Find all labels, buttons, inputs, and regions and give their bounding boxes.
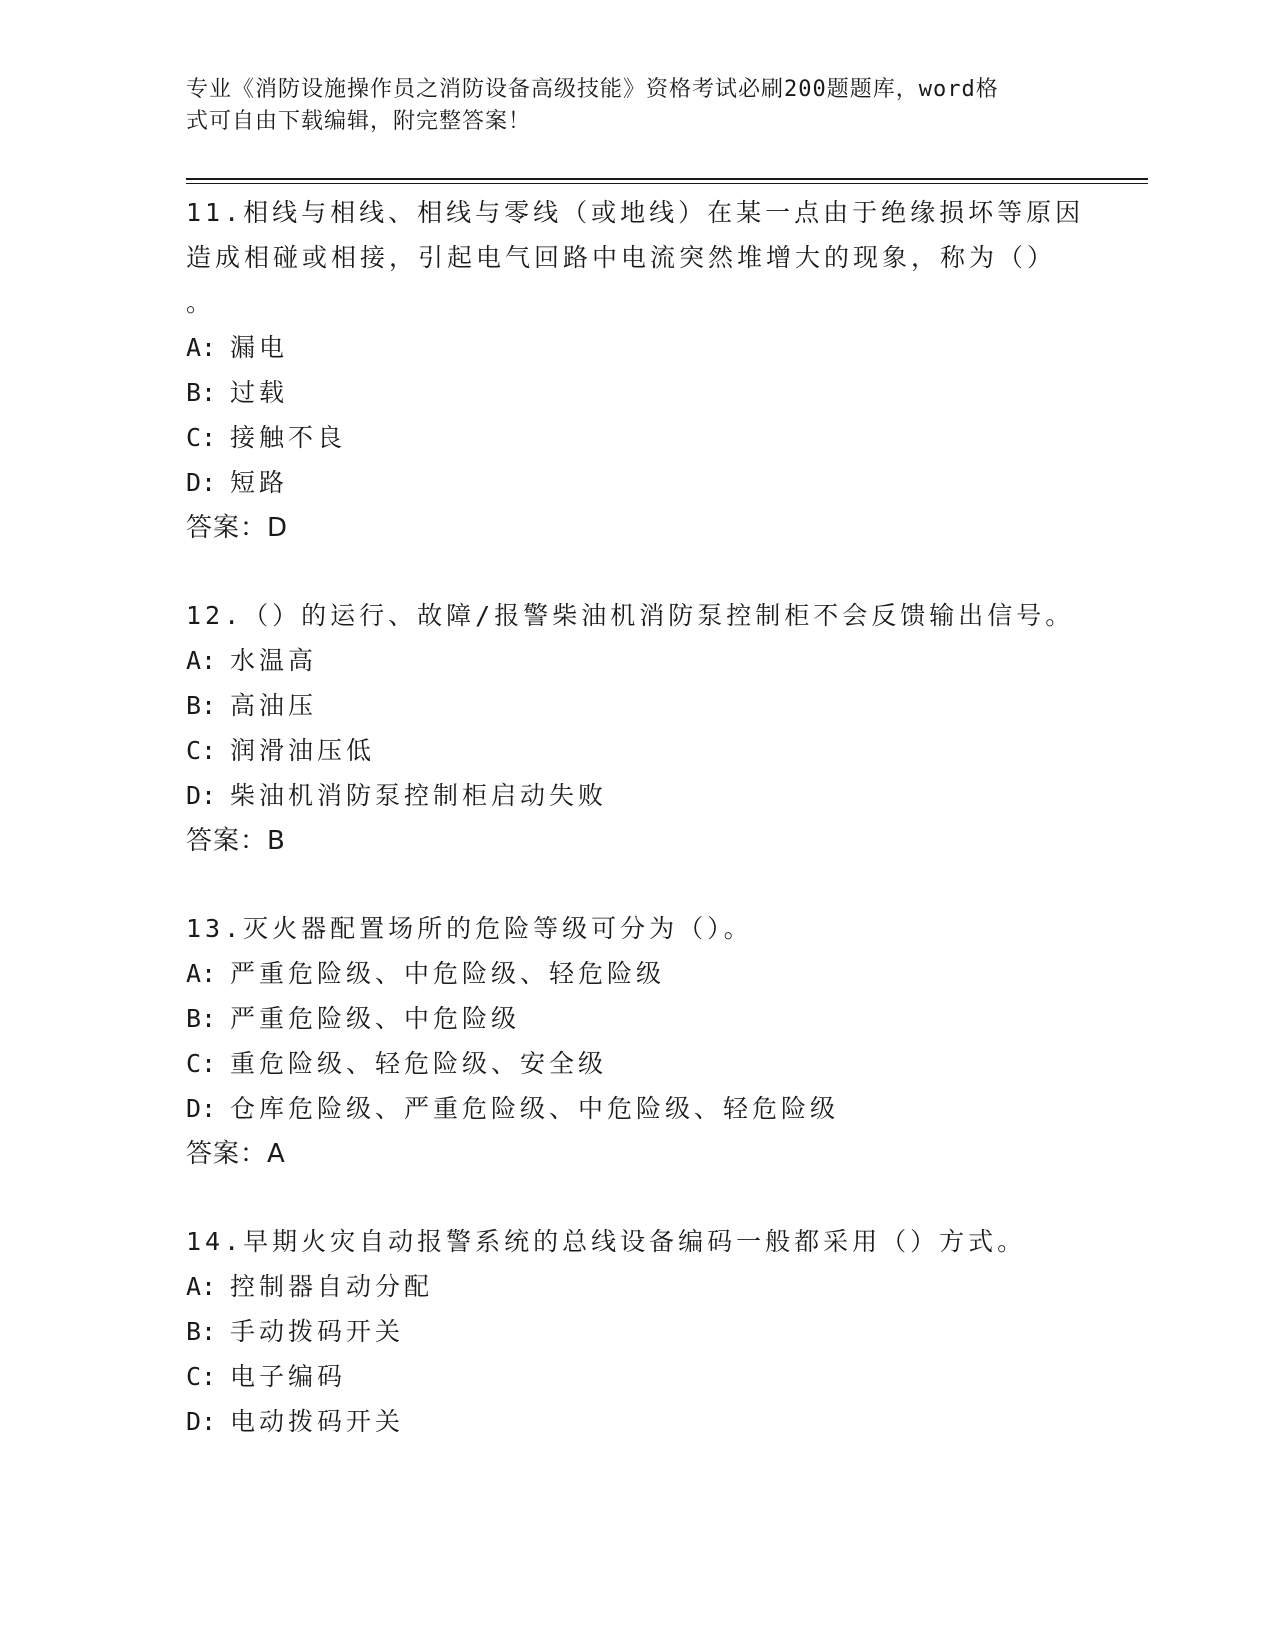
- option-text: 水温高: [230, 646, 318, 675]
- option-label: B:: [186, 1004, 217, 1033]
- answer-option: [186, 1041, 1086, 1086]
- option-label: D:: [186, 468, 217, 497]
- option-label: B:: [186, 1317, 217, 1346]
- answer-option: [186, 951, 1086, 996]
- option-label: D:: [186, 781, 217, 810]
- option-label: D:: [186, 1094, 217, 1123]
- option-label: C:: [186, 423, 217, 452]
- question-stem-line: 14.早期火灾自动报警系统的总线设备编码一般都采用（）方式。: [186, 1227, 1027, 1256]
- option-text: 电动拨码开关: [230, 1407, 405, 1436]
- answer-option: [186, 1354, 1086, 1399]
- option-label: B:: [186, 691, 217, 720]
- option-text: 漏电: [230, 333, 289, 362]
- answer-option: [186, 370, 1086, 415]
- question-stem-line: 12.（）的运行、故障/报警柴油机消防泵控制柜不会反馈输出信号。: [186, 601, 1075, 630]
- option-text: 柴油机消防泵控制柜启动失败: [230, 781, 608, 810]
- option-text: 仓库危险级、严重危险级、中危险级、轻危险级: [230, 1094, 840, 1123]
- header-divider-thick: [186, 178, 1148, 180]
- option-text: 过载: [230, 378, 289, 407]
- option-text: 重危险级、轻危险级、安全级: [230, 1049, 608, 1078]
- answer-option: [186, 773, 1086, 818]
- answer-option: [186, 1309, 1086, 1354]
- question-stem-line: 13.灭火器配置场所的危险等级可分为（）。: [186, 914, 753, 943]
- option-text: 接触不良: [230, 423, 347, 452]
- document-header: [186, 74, 1066, 138]
- option-label: A:: [186, 646, 217, 675]
- answer-key: 答案：B: [186, 826, 286, 856]
- answer-option: [186, 460, 1086, 505]
- answer-option: [186, 996, 1086, 1041]
- option-text: 严重危险级、中危险级、轻危险级: [230, 959, 666, 988]
- answer-option: [186, 683, 1086, 728]
- answer-option: [186, 1086, 1086, 1131]
- option-label: C:: [186, 1362, 217, 1391]
- question-block: [186, 1219, 1086, 1444]
- option-text: 控制器自动分配: [230, 1272, 434, 1301]
- header-line-2: 式可自由下载编辑，附完整答案！: [186, 109, 532, 134]
- option-text: 短路: [230, 468, 289, 497]
- question-block: [186, 190, 1086, 551]
- answer-option: [186, 638, 1086, 683]
- answer-option: [186, 325, 1086, 370]
- option-label: A:: [186, 1272, 217, 1301]
- question-block: [186, 906, 1086, 1177]
- question-stem-line: 11.相线与相线、相线与零线（或地线）在某一点由于绝缘损坏等原因: [186, 198, 1085, 227]
- option-text: 高油压: [230, 691, 318, 720]
- header-divider-thin: [186, 183, 1148, 184]
- answer-key: 答案：A: [186, 1139, 286, 1169]
- answer-option: [186, 1264, 1086, 1309]
- answer-option: [186, 415, 1086, 460]
- option-label: C:: [186, 736, 217, 765]
- header-line-1: 专业《消防设施操作员之消防设备高级技能》资格考试必刷200题题库，word格: [186, 77, 999, 102]
- option-text: 电子编码: [230, 1362, 347, 1391]
- option-label: D:: [186, 1407, 217, 1436]
- question-stem-line: 造成相碰或相接，引起电气回路中电流突然堆增大的现象，称为（）: [186, 243, 1057, 272]
- question-stem-line: 。: [186, 288, 216, 317]
- answer-option: [186, 1399, 1086, 1444]
- option-label: A:: [186, 959, 217, 988]
- option-label: A:: [186, 333, 217, 362]
- option-text: 严重危险级、中危险级: [230, 1004, 521, 1033]
- question-list: [186, 190, 1086, 1486]
- question-block: [186, 593, 1086, 864]
- answer-option: [186, 728, 1086, 773]
- option-label: C:: [186, 1049, 217, 1078]
- answer-key: 答案：D: [186, 513, 289, 543]
- option-text: 润滑油压低: [230, 736, 376, 765]
- option-label: B:: [186, 378, 217, 407]
- option-text: 手动拨码开关: [230, 1317, 405, 1346]
